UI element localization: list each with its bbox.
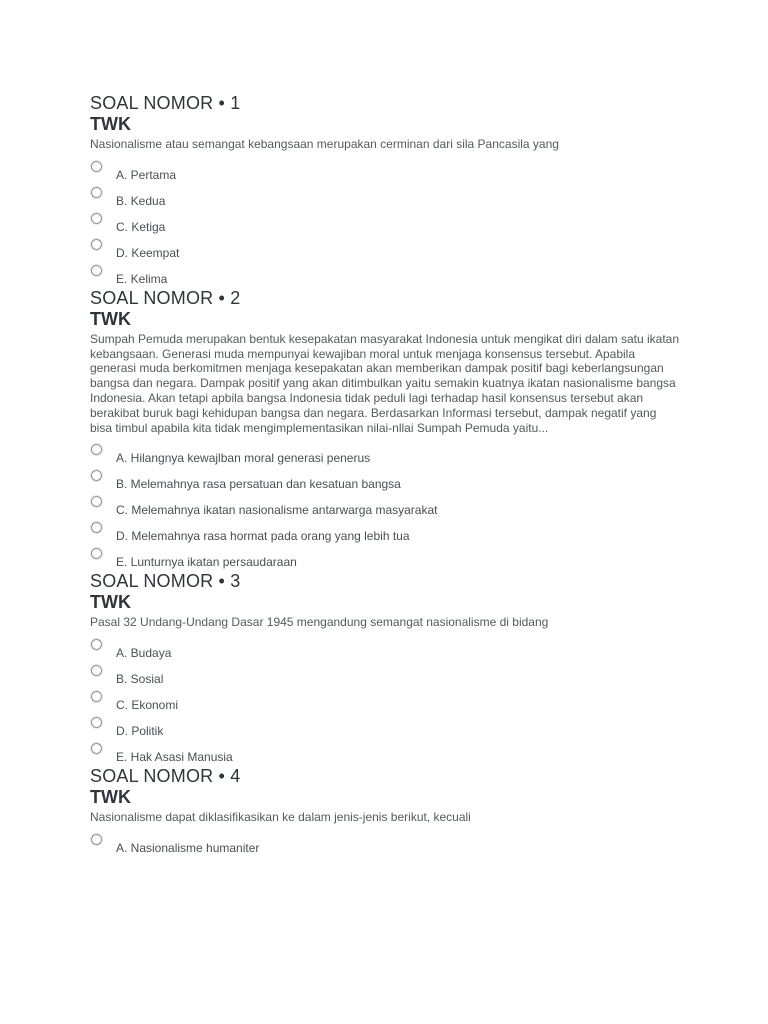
question-title: SOAL NOMOR • 2 <box>90 287 241 308</box>
option-label: E. Lunturnya ikatan persaudaraan <box>116 555 297 570</box>
options-list <box>90 646 680 766</box>
option-label: D. Melemahnya rasa hormat pada orang yang lebih tua <box>116 529 410 544</box>
option-label: B. Sosial <box>116 672 164 687</box>
option-d[interactable] <box>90 246 680 272</box>
option-c[interactable] <box>90 503 680 529</box>
option-label: E. Hak Asasi Manusia <box>116 750 233 765</box>
option-c[interactable] <box>90 698 680 724</box>
question-3 <box>90 571 680 766</box>
option-label: A. Pertama <box>116 167 177 182</box>
options-list <box>90 841 680 867</box>
radio-button[interactable] <box>91 187 102 198</box>
radio-button[interactable] <box>91 470 102 481</box>
option-label: E. Kelima <box>116 271 168 286</box>
option-c[interactable] <box>90 220 680 246</box>
question-category: TWK <box>90 114 131 134</box>
question-category: TWK <box>90 308 131 329</box>
question-title: SOAL NOMOR • 4 <box>90 766 241 787</box>
option-d[interactable] <box>90 529 680 555</box>
option-label: B. Kedua <box>116 193 166 208</box>
option-a[interactable] <box>90 646 680 672</box>
quiz-list <box>90 93 680 867</box>
option-e[interactable] <box>90 555 680 571</box>
options-list <box>90 451 680 571</box>
radio-button[interactable] <box>91 444 102 455</box>
radio-button[interactable] <box>91 522 102 533</box>
option-a[interactable] <box>90 451 680 477</box>
options-list <box>90 168 680 288</box>
radio-button[interactable] <box>91 213 102 224</box>
radio-button[interactable] <box>91 548 102 559</box>
question-category: TWK <box>90 592 131 613</box>
radio-button[interactable] <box>91 265 102 276</box>
radio-button[interactable] <box>91 691 102 702</box>
option-label: D. Keempat <box>116 245 180 260</box>
option-e[interactable] <box>90 272 680 288</box>
question-2 <box>90 288 680 572</box>
radio-button[interactable] <box>91 834 102 845</box>
question-category: TWK <box>90 787 131 808</box>
option-b[interactable] <box>90 672 680 698</box>
option-label: A. Hilangnya kewajlban moral generasi penerus <box>116 451 371 466</box>
option-label: A. Budaya <box>116 646 172 661</box>
question-title: SOAL NOMOR • 1 <box>90 93 241 113</box>
question-text: Nasionalisme dapat diklasifikasikan ke dalam jenis-jenis berikut, kecuali <box>90 810 471 825</box>
option-label: C. Melemahnya ikatan nasionalisme antarwarga masyarakat <box>116 503 438 518</box>
radio-button[interactable] <box>91 665 102 676</box>
question-text: Nasionalisme atau semangat kebangsaan merupakan cerminan dari sila Pancasila yang <box>90 137 559 151</box>
option-a[interactable] <box>90 168 680 194</box>
radio-button[interactable] <box>91 639 102 650</box>
radio-button[interactable] <box>91 743 102 754</box>
option-label: A. Nasionalisme humaniter <box>116 840 260 855</box>
question-text: Pasal 32 Undang-Undang Dasar 1945 mengandung semangat nasionalisme di bidang <box>90 615 549 630</box>
radio-button[interactable] <box>91 496 102 507</box>
option-label: C. Ketiga <box>116 219 166 234</box>
option-label: C. Ekonomi <box>116 698 179 713</box>
question-1 <box>90 93 680 288</box>
question-text: Sumpah Pemuda merupakan bentuk kesepakatan masyarakat Indonesia untuk mengikat diri dalam satu ikatan kebangsaan. Generasi muda mempunyai kewajiban moral untuk menjaga konsensus tersebut. Apabila generasi muda berkomitmen menjaga kesepakatan akan memberikan dampak positif bagi keberlangsungan bangsa dan negara. Dampak positif yang akan ditimbulkan yaitu semakin kuatnya ikatan nasionalisme bangsa Indonesia. Akan tetapi apbila bangsa Indonesia tidak peduli lagi terhadap hasil konsensus tersebut akan berakibat buruk bagi kehidupan bangsa dan negara. Berdasarkan Informasi tersebut, dampak negatif yang bisa timbul apabila kita tidak mengimplementasikan nilai-nllai Sumpah Pemuda yaitu... <box>90 331 680 435</box>
option-label: B. Melemahnya rasa persatuan dan kesatuan bangsa <box>116 477 401 492</box>
option-d[interactable] <box>90 724 680 750</box>
question-title: SOAL NOMOR • 3 <box>90 571 241 592</box>
question-4 <box>90 766 680 867</box>
radio-button[interactable] <box>91 161 102 172</box>
option-b[interactable] <box>90 194 680 220</box>
radio-button[interactable] <box>91 717 102 728</box>
option-e[interactable] <box>90 750 680 766</box>
option-a[interactable] <box>90 841 680 867</box>
option-b[interactable] <box>90 477 680 503</box>
radio-button[interactable] <box>91 239 102 250</box>
option-label: D. Politik <box>116 724 164 739</box>
